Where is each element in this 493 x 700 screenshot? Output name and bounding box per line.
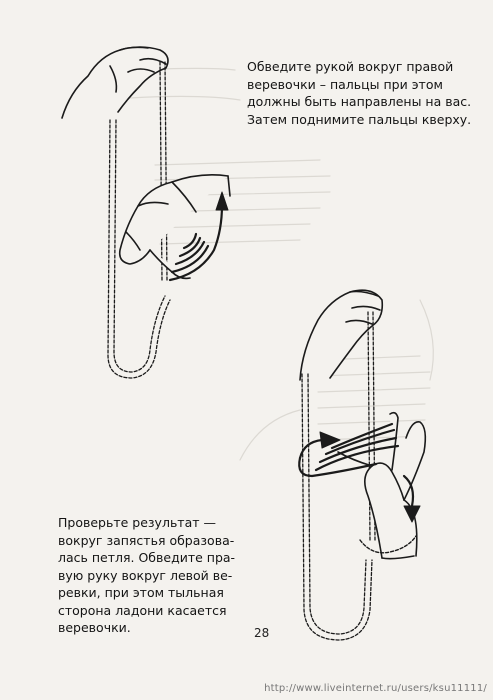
arrow-head-down — [404, 506, 420, 522]
illustration-bottom — [299, 290, 425, 640]
page-number: 28 — [254, 626, 270, 640]
instruction-top: Обведите рукой вокруг правой веревочки – пальцы при этом должны быть направлены на вас. Затем поднимите пальцы кверху. — [247, 59, 472, 127]
watermark-url: http://www.liveinternet.ru/users/ksu11111/ — [264, 683, 487, 694]
upper-hand — [62, 47, 168, 118]
instruction-bottom: Проверьте результат — вокруг запястья образова- лась петля. Обведите пра- вую руку вокруг левой ве- ревки, при этом тыльная сторона ладони касается веревочки. — [58, 515, 236, 635]
upper-hand-right — [300, 290, 382, 380]
